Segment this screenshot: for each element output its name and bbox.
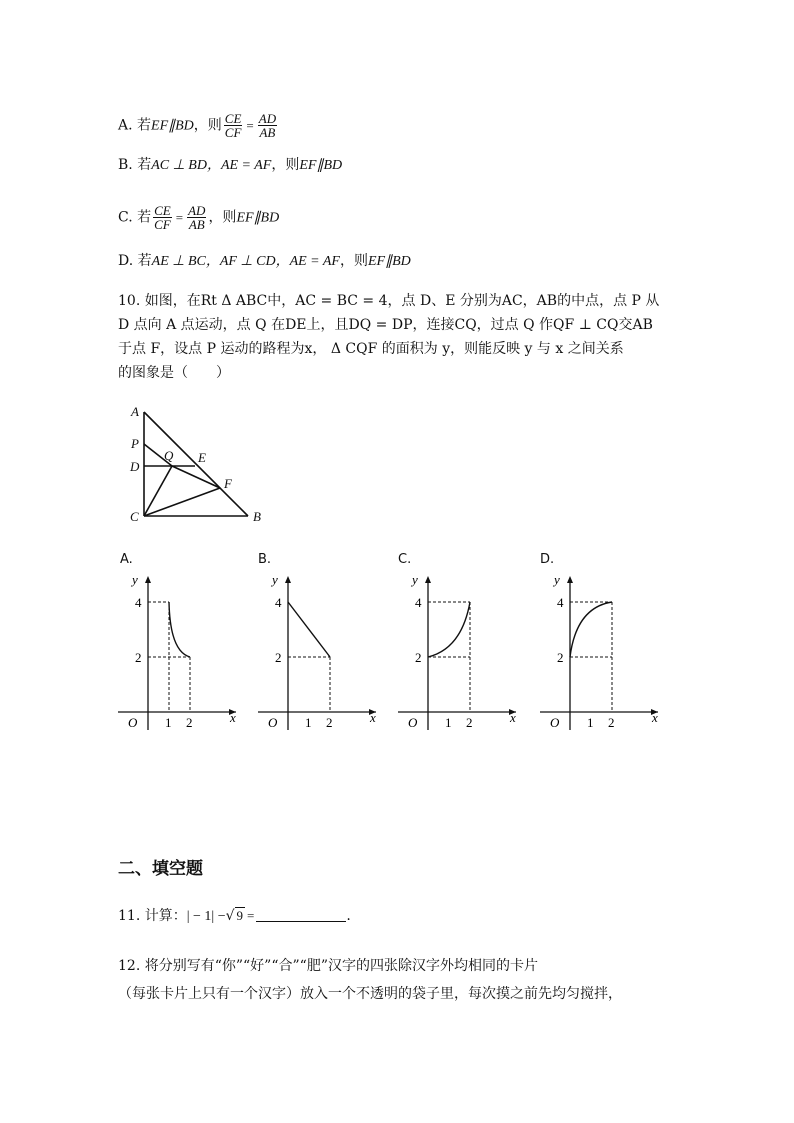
label-f: F bbox=[224, 476, 232, 491]
option-c-frac1: $\frac{CE}{CF}$ bbox=[154, 203, 171, 232]
tick-x2: 2 bbox=[326, 715, 333, 730]
label-e: E bbox=[198, 450, 206, 465]
y-axis-label: y bbox=[554, 572, 560, 587]
y-axis-label: y bbox=[272, 572, 278, 587]
option-b-mid: ，则 bbox=[271, 157, 300, 173]
choice-b-label: B. bbox=[258, 552, 272, 567]
function-curve bbox=[169, 602, 190, 657]
function-curve bbox=[570, 602, 612, 657]
choice-d-label: D. bbox=[540, 552, 555, 567]
y-axis-arrow bbox=[567, 576, 573, 583]
option-c: C. 若 $\frac{CE}{CF}$ = $\frac{AD}{AB}$ ，则EF∥BD bbox=[118, 203, 280, 232]
choice-a-label: A. bbox=[120, 552, 133, 567]
option-a-frac2: $\frac{AD}{AB}$ bbox=[258, 111, 277, 140]
segment-qf bbox=[172, 466, 220, 488]
y-axis-arrow bbox=[285, 576, 291, 583]
label-d: D bbox=[130, 459, 140, 474]
tick-x1: 1 bbox=[587, 715, 594, 730]
tick-x1: 1 bbox=[165, 715, 172, 730]
y-axis-label: y bbox=[412, 572, 418, 587]
label-p: P bbox=[131, 436, 139, 451]
option-d-concl: EF∥BD bbox=[367, 254, 411, 269]
origin-label: O bbox=[408, 715, 418, 730]
segment-cq bbox=[144, 466, 172, 516]
tick-2: 2 bbox=[135, 650, 142, 665]
option-a-comma: ，则 bbox=[193, 117, 222, 134]
graph-d bbox=[540, 570, 670, 740]
tick-4: 4 bbox=[135, 595, 142, 610]
function-curve bbox=[428, 602, 470, 657]
x-axis-label: x bbox=[230, 710, 236, 725]
tick-4: 4 bbox=[557, 595, 564, 610]
graph-b bbox=[258, 570, 388, 740]
x-axis-label: x bbox=[370, 710, 376, 725]
tick-2: 2 bbox=[415, 650, 422, 665]
x-axis-label: x bbox=[652, 710, 658, 725]
segment-cf bbox=[144, 488, 220, 516]
option-b bbox=[118, 155, 342, 176]
label-b: B bbox=[253, 509, 261, 524]
origin-label: O bbox=[268, 715, 278, 730]
q12-line1: 12. 将分别写有“你”“好”“合”“肥”汉字的四张除汉字外均相同的卡片 bbox=[118, 958, 538, 974]
option-d-prefix: D. 若 bbox=[118, 253, 152, 269]
q11-end: . bbox=[346, 908, 351, 924]
tick-x1: 1 bbox=[305, 715, 312, 730]
tick-4: 4 bbox=[275, 595, 282, 610]
tick-x2: 2 bbox=[608, 715, 615, 730]
graph-a bbox=[118, 570, 248, 740]
q11-answer-blank[interactable] bbox=[256, 907, 346, 922]
q10-line1: 10. 如图，在Rt Δ ABC中，AC = BC = 4，点 D、E 分别为AC，AB的中点，点 P 从 bbox=[118, 293, 660, 309]
x-axis-label: x bbox=[510, 710, 516, 725]
option-b-concl: EF∥BD bbox=[299, 158, 343, 173]
option-b-prefix: B. 若 bbox=[118, 157, 152, 173]
choice-c-label: C. bbox=[398, 552, 412, 567]
label-c: C bbox=[130, 509, 139, 524]
q11-abs: | − 1| − bbox=[186, 909, 226, 924]
q12-line2: （每张卡片上只有一个汉字）放入一个不透明的袋子里，每次摸之前先均匀搅拌， bbox=[118, 986, 622, 1002]
option-c-frac2: $\frac{AD}{AB}$ bbox=[188, 203, 206, 232]
option-a-cond: EF∥BD bbox=[151, 118, 194, 134]
option-c-prefix: C. 若 bbox=[118, 209, 152, 226]
option-a-prefix: A. 若 bbox=[118, 117, 152, 134]
label-a: A bbox=[131, 404, 139, 419]
q10-line2: D 点向 A 点运动，点 Q 在DE上，且DQ = DP，连接CQ，过点 Q 作QF ⊥ CQ交AB bbox=[118, 317, 653, 333]
segment-ab bbox=[144, 412, 248, 516]
section-title: 二、填空题 bbox=[118, 859, 203, 879]
option-b-cond: AC ⊥ BD，AE = AF bbox=[151, 158, 272, 173]
tick-x1: 1 bbox=[445, 715, 452, 730]
origin-label: O bbox=[550, 715, 560, 730]
graph-c bbox=[398, 570, 528, 740]
option-a-frac1: $\frac{CE}{CF}$ bbox=[224, 111, 242, 140]
option-d bbox=[118, 251, 411, 272]
q11: 11. 计算：| − 1| −√ 9 = . bbox=[118, 908, 351, 924]
q11-pre: 11. 计算： bbox=[118, 908, 187, 924]
function-curve bbox=[288, 602, 330, 657]
tick-x2: 2 bbox=[466, 715, 473, 730]
y-axis-label: y bbox=[132, 572, 138, 587]
q11-eq: = bbox=[247, 908, 255, 923]
tick-2: 2 bbox=[275, 650, 282, 665]
y-axis-arrow bbox=[145, 576, 151, 583]
option-a: A. 若EF∥BD，则 $\frac{CE}{CF}$ = $\frac{AD}{AB}$ bbox=[118, 111, 277, 140]
tick-4: 4 bbox=[415, 595, 422, 610]
q10-line4: 的图象是（ ） bbox=[118, 365, 230, 381]
origin-label: O bbox=[128, 715, 138, 730]
q10-line3: 于点 F，设点 P 运动的路程为x， Δ CQF 的面积为 y，则能反映 y 与 x 之间关系 bbox=[118, 341, 624, 357]
y-axis-arrow bbox=[425, 576, 431, 583]
triangle-figure bbox=[120, 400, 280, 530]
option-c-concl: EF∥BD bbox=[236, 210, 280, 226]
tick-x2: 2 bbox=[186, 715, 193, 730]
option-d-mid: ，则 bbox=[339, 253, 368, 269]
q11-radicand: 9 bbox=[236, 908, 244, 923]
label-q: Q bbox=[164, 448, 174, 463]
option-d-cond: AE ⊥ BC，AF ⊥ CD，AE = AF bbox=[151, 254, 340, 269]
option-c-mid: ，则 bbox=[208, 209, 237, 226]
tick-2: 2 bbox=[557, 650, 564, 665]
